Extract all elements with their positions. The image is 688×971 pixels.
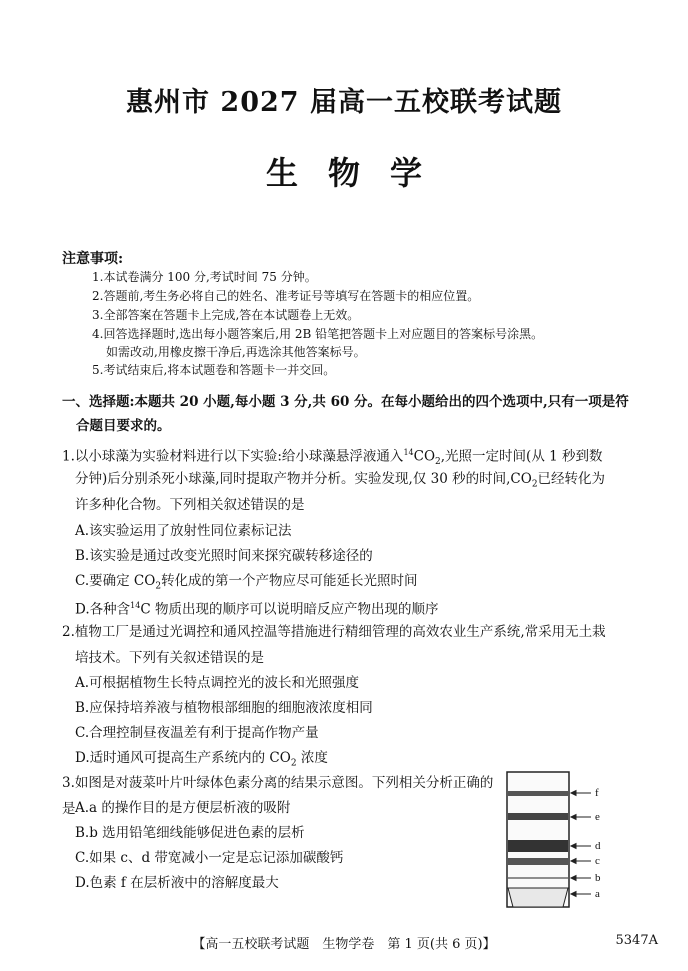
q1-stem2-text: 分钟)后分别杀死小球藻,同时提取产物并分析。实验发现,仅 30 秒的时间,CO	[75, 471, 532, 487]
label-c: c	[595, 855, 600, 867]
label-b: b	[595, 872, 601, 884]
label-f: f	[595, 787, 599, 799]
notice-item-3: 3.全部答案在答题卡上完成,答在本试题卷上无效。	[92, 308, 360, 322]
q1-sup: 14	[403, 448, 414, 457]
notice-item-1: 1.本试卷满分 100 分,考试时间 75 分钟。	[92, 270, 317, 284]
q3-option-a: A.a 的操作目的是方便层析液的吸附	[75, 800, 291, 816]
band-c	[508, 858, 568, 865]
q1-option-b: B.该实验是通过改变光照时间来探究碳转移途径的	[75, 548, 373, 564]
q1-stem-line3: 许多种化合物。下列相关叙述错误的是	[75, 497, 305, 513]
q3-stem: 3.如图是对菠菜叶片叶绿体色素分离的结果示意图。下列相关分析正确的是	[62, 775, 494, 817]
q1-stem2-text-b: 已经转化为	[537, 471, 606, 487]
q1-d-sup: 14	[130, 601, 141, 610]
footer-paper-code: 5347A	[615, 933, 658, 948]
notice-item-4-cont: 如需改动,用橡皮擦干净后,再选涂其他答案标号。	[106, 345, 366, 359]
label-arrows	[571, 791, 591, 897]
q1-stem-text-b: ,光照一定时间(从 1 秒到数	[440, 448, 603, 465]
band-d	[508, 840, 568, 852]
q2-d-sub: 2	[290, 758, 297, 769]
q1-d-text: D.各种含	[75, 601, 131, 618]
label-e: e	[595, 811, 600, 823]
q2-d-text: D.适时通风可提高生产系统内的 CO	[75, 750, 291, 766]
q2-stem-line2: 培技术。下列有关叙述错误的是	[75, 650, 264, 666]
q2-option-a: A.可根据植物生长特点调控光的波长和光照强度	[75, 675, 360, 691]
q1-sub: 2	[435, 457, 441, 468]
q1-stem-text: 1.以小球藻为实验材料进行以下实验:给小球藻悬浮液通入	[62, 448, 404, 465]
q3-option-b: B.b 选用铅笔细线能够促进色素的层析	[75, 825, 305, 841]
exam-title: 惠州市 2027 届高一五校联考试题	[126, 87, 562, 118]
notice-item-2: 2.答题前,考生务必将自己的姓名、准考证号等填写在答题卡的相应位置。	[92, 289, 480, 303]
band-f	[508, 791, 568, 796]
label-a: a	[595, 888, 600, 900]
q1-d-text-b: C 物质出现的顺序可以说明暗反应产物出现的顺序	[140, 601, 439, 618]
q3-option-d: D.色素 f 在层析液中的溶解度最大	[75, 875, 279, 891]
q2-option-b: B.应保持培养液与植物根部细胞的细胞液浓度相同	[75, 700, 373, 716]
section-heading	[62, 390, 642, 438]
notice-heading: 注意事项:	[62, 251, 124, 267]
label-d: d	[595, 840, 601, 852]
section-heading-line1: 一、选择题:本题共 20 小题,每小题 3 分,共 60 分。在每小题给出的四个选项中,只有一项是符	[62, 394, 629, 410]
q1-option-a: A.该实验运用了放射性同位素标记法	[75, 523, 292, 539]
notice-item-4: 4.回答选择题时,选出每小题答案后,用 2B 铅笔把答题卡上对应题目的答案标号涂黑。	[92, 327, 544, 341]
q1-c-text-b: 转化成的第一个产物应尽可能延长光照时间	[161, 573, 418, 589]
q2-d-text-b: 浓度	[296, 750, 328, 766]
q1-co: CO	[413, 448, 436, 465]
notice-item-5: 5.考试结束后,将本试题卷和答题卡一并交回。	[92, 363, 336, 377]
q1-c-sub: 2	[155, 581, 162, 592]
section-heading-line2: 合题目要求的。	[76, 418, 171, 434]
q3-option-c: C.如果 c、d 带宽减小一定是忘记添加碳酸钙	[75, 850, 344, 866]
q2-stem-line1: 2.植物工厂是通过光调控和通风控温等措施进行精细管理的高效农业生产系统,常采用无土栽	[62, 624, 606, 640]
chromatography-figure	[505, 770, 625, 910]
band-e	[508, 813, 568, 820]
subject-title: 生物学	[265, 154, 452, 192]
q1-c-text: C.要确定 CO	[75, 573, 156, 589]
strip-end-a	[508, 888, 568, 907]
footer-page-info: 【高一五校联考试题 生物学卷 第 1 页(共 6 页)】	[192, 937, 496, 952]
q1-stem2-sub: 2	[531, 479, 538, 490]
q2-option-c: C.合理控制昼夜温差有利于提高作物产量	[75, 725, 319, 741]
